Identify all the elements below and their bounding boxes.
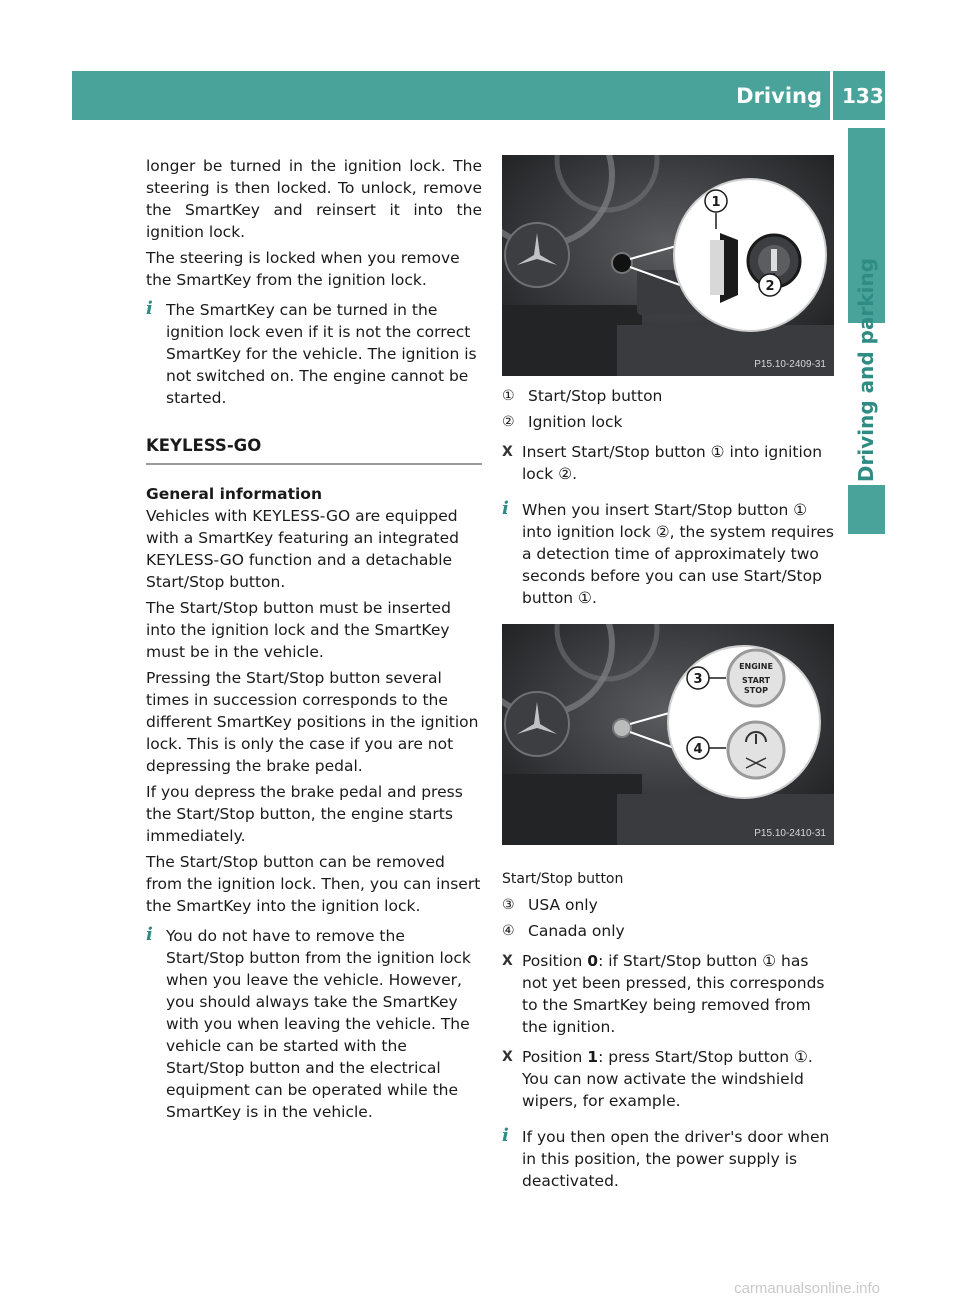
left-column <box>146 155 482 1127</box>
legend-item <box>502 894 834 916</box>
step-text: : press Start/Stop button ①. You can now activate the windshield wipers, for example. <box>522 1048 813 1110</box>
stop-label: STOP <box>744 686 768 695</box>
header-divider <box>830 71 833 120</box>
info-icon: i <box>502 498 509 519</box>
info-note <box>146 925 482 1123</box>
info-text: The SmartKey can be turned in the ignition lock even if it is not the correct SmartKey for the vehicle. The ignition is not switched on. The engine cannot be started. <box>166 301 477 407</box>
section-title: KEYLESS-GO <box>146 435 482 465</box>
figure-code: P15.10-2410-31 <box>754 828 826 839</box>
right-column <box>502 385 834 1196</box>
legend-text: Canada only <box>528 922 625 940</box>
step-prefix: Position <box>522 1048 588 1066</box>
step-text: Insert Start/Stop button ① into ignition lock ②. <box>522 443 823 483</box>
info-note <box>502 499 834 609</box>
position-value: 0 <box>587 952 599 970</box>
legend-text: USA only <box>528 896 598 914</box>
paragraph: longer be turned in the ignition lock. The steering is then locked. To unlock, remove the SmartKey and reinsert it into the ignition lock. <box>146 157 482 241</box>
legend-number: ① <box>502 388 515 404</box>
side-tab-marker <box>848 485 885 534</box>
step-prefix: Position <box>522 952 588 970</box>
legend-item <box>502 411 834 433</box>
paragraph: The Start/Stop button must be inserted into the ignition lock and the SmartKey must be in the vehicle. <box>146 599 451 661</box>
ignition-lock-illustration <box>502 155 834 376</box>
page-title: Driving <box>736 84 822 108</box>
legend-text: Start/Stop button <box>528 387 663 405</box>
figure-caption: Start/Stop button <box>502 871 624 887</box>
legend-number: ③ <box>502 897 515 913</box>
figure-code: P15.10-2409-31 <box>754 359 826 370</box>
legend-item <box>502 385 834 407</box>
subheading: General information <box>146 485 322 503</box>
info-text: You do not have to remove the Start/Stop button from the ignition lock when you leave the vehicle. However, you should always take the SmartKey with you when leaving the vehicle. The vehicle can be started with the Start/Stop button and the electrical equipment can be operated while the SmartKey is in the vehicle. <box>166 927 471 1121</box>
callout-1: 1 <box>711 195 721 210</box>
start-label: START <box>741 676 771 685</box>
instruction-step <box>502 950 834 1038</box>
info-text: If you then open the driver's door when in this position, the power supply is deactivated. <box>522 1128 830 1190</box>
engine-label: ENGINE <box>739 662 773 671</box>
paragraph: The steering is locked when you remove the SmartKey from the ignition lock. <box>146 249 460 289</box>
paragraph: The Start/Stop button can be removed from the ignition lock. Then, you can insert the SmartKey into the ignition lock. <box>146 853 481 915</box>
figure-spacer <box>502 613 834 856</box>
step-arrow-icon: X <box>502 1049 513 1065</box>
paragraph: Vehicles with KEYLESS-GO are equipped with a SmartKey featuring an integrated KEYLESS-GO function and a detachable Start/Stop button. <box>146 507 459 591</box>
legend-number: ② <box>502 414 515 430</box>
legend-number: ④ <box>502 923 515 939</box>
legend-text: Ignition lock <box>528 413 623 431</box>
info-icon: i <box>146 298 153 319</box>
callout-4: 4 <box>693 742 703 757</box>
instruction-step <box>502 1046 834 1112</box>
step-arrow-icon: X <box>502 953 513 969</box>
info-note <box>502 1126 834 1192</box>
callout-3: 3 <box>693 672 703 687</box>
info-icon: i <box>146 924 153 945</box>
ignition-lock-figure <box>502 155 834 376</box>
callout-2: 2 <box>765 279 775 294</box>
legend-item <box>502 920 834 942</box>
step-text: : if Start/Stop button ① has not yet been pressed, this corresponds to the SmartKey being removed from the ignition. <box>522 952 825 1036</box>
paragraph: If you depress the brake pedal and press the Start/Stop button, the engine starts immediately. <box>146 783 463 845</box>
instruction-step <box>502 441 834 485</box>
step-arrow-icon: X <box>502 444 513 460</box>
info-text: When you insert Start/Stop button ① into ignition lock ②, the system requires a detection time of approximately two seconds before you can use Start/Stop button ①. <box>522 501 834 607</box>
page-number: 133 <box>842 84 884 108</box>
paragraph: Pressing the Start/Stop button several times in succession corresponds to the different SmartKey positions in the ignition lock. This is only the case if you are not depressing the brake pedal. <box>146 669 479 775</box>
position-value: 1 <box>587 1048 599 1066</box>
info-note <box>146 299 482 409</box>
info-icon: i <box>502 1125 509 1146</box>
watermark: carmanualsonline.info <box>734 1280 880 1297</box>
side-tab-label: Driving and parking <box>854 257 878 483</box>
